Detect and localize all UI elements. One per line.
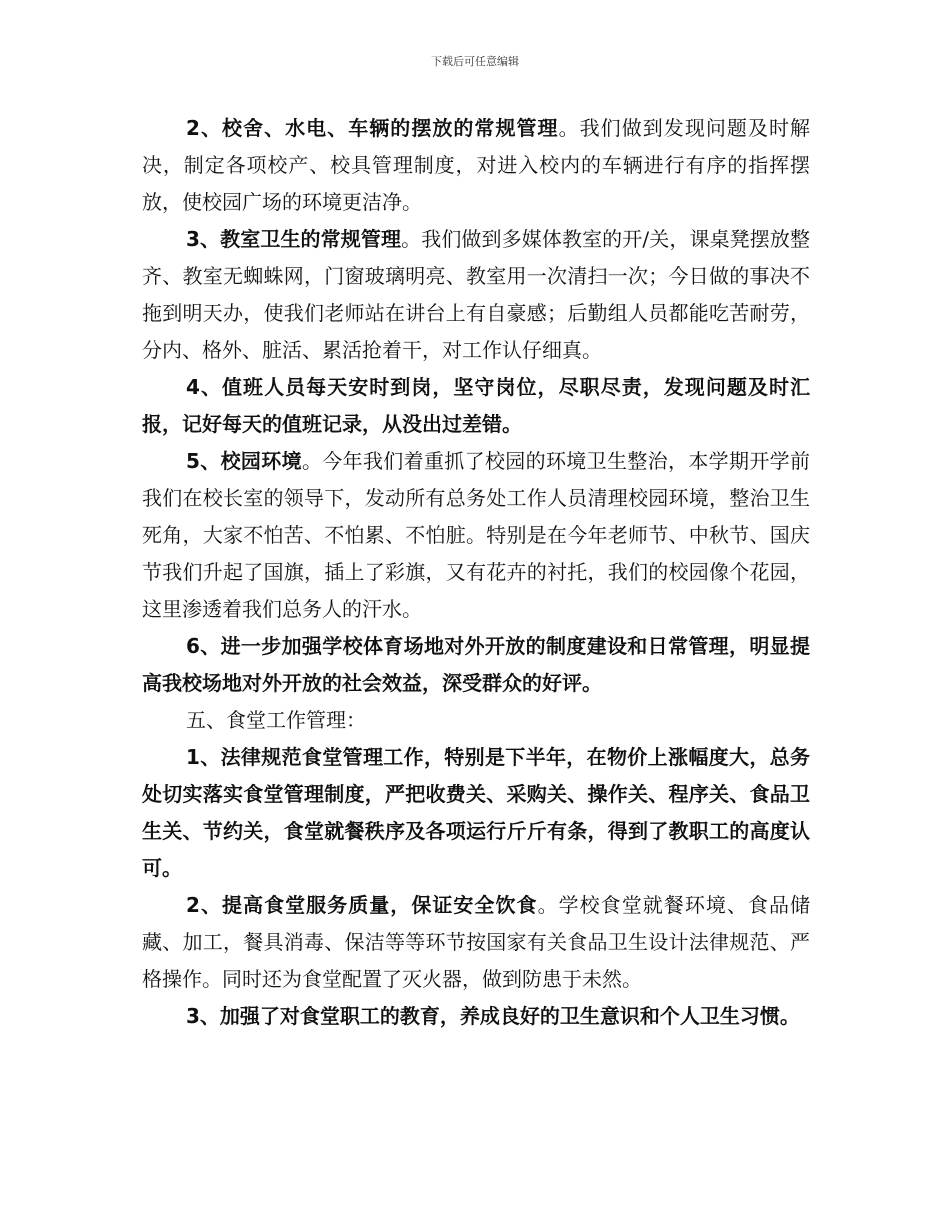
- paragraph-lead: 3、加强了对食堂职工的教育，养成良好的卫生意识和个人卫生习惯。: [186, 1004, 800, 1028]
- paragraph-text: 学校食堂就餐环境、食品储藏、加工，餐具消毒、保洁等等环节按国家有关食品卫生设计法律规范、严格操作。同时还为食堂配置了灭火器，做到防患于未然。: [142, 893, 811, 991]
- paragraph-item-4-duty: [142, 369, 810, 443]
- paragraph-item-5-campus: [142, 443, 810, 628]
- paragraph-item-2-facilities: [142, 110, 810, 221]
- paragraph-lead-end: 。: [537, 893, 559, 917]
- paragraph-lead-end: 。: [558, 116, 580, 140]
- section-heading: 五、食堂工作管理：: [186, 708, 366, 732]
- paragraph-lead-end: 。: [301, 449, 323, 473]
- paragraph-lead: 5、校园环境: [186, 449, 302, 473]
- paragraph-lead: 6、进一步加强学校体育场地对外开放的制度建设和日常管理，明显提高我校场地对外开放的社会效益，深受群众的好评。: [142, 634, 810, 695]
- paragraph-item-2-canteen-service: [142, 887, 810, 998]
- page-header-note: 下载后可任意编辑: [431, 55, 519, 68]
- paragraph-lead: 2、提高食堂服务质量，保证安全饮食: [186, 893, 538, 917]
- paragraph-item-1-canteen: [142, 739, 810, 887]
- paragraph-text: 我们做到发现问题及时解决，制定各项校产、校具管理制度，对进入校内的车辆进行有序的指挥摆放，使校园广场的环境更洁净。: [142, 116, 811, 214]
- paragraph-text: 我们做到多媒体教室的开/关，课桌凳摆放整齐、教室无蜘蛛网，门窗玻璃明亮、教室用一次清扫一次；今日做的事决不拖到明天办，使我们老师站在讲台上有自豪感；后勤组人员都能吃苦耐劳，分内、格外、脏活、累活抢着干，对工作认仔细真。: [142, 227, 810, 362]
- paragraph-item-3-classroom: [142, 221, 810, 369]
- paragraph-lead: 1、法律规范食堂管理工作，特别是下半年，在物价上涨幅度大，总务处切实落实食堂管理制度，严把收费关、采购关、操作关、程序关、食品卫生关、节约关，食堂就餐秩序及各项运行斤斤有条，得到了教职工的高度认可。: [142, 745, 810, 880]
- paragraph-lead: 3、教室卫生的常规管理: [186, 227, 402, 251]
- paragraph-item-3-canteen-staff: [142, 998, 810, 1035]
- paragraph-lead: 4、值班人员每天安时到岗，坚守岗位，尽职尽责，发现问题及时汇报，记好每天的值班记录，从没出过差错。: [142, 375, 810, 436]
- document-body: [142, 110, 810, 1035]
- paragraph-lead-end: 。: [401, 227, 422, 251]
- paragraph-lead: 2、校舍、水电、车辆的摆放的常规管理: [186, 116, 559, 140]
- paragraph-item-6-sports: [142, 628, 810, 702]
- paragraph-text: 今年我们着重抓了校园的环境卫生整治，本学期开学前我们在校长室的领导下，发动所有总务处工作人员清理校园环境，整治卫生死角，大家不怕苦、不怕累、不怕脏。特别是在今年老师节、中秋节、国庆节我们升起了国旗，插上了彩旗，又有花卉的衬托，我们的校园像个花园，这里渗透着我们总务人的汗水。: [142, 449, 811, 621]
